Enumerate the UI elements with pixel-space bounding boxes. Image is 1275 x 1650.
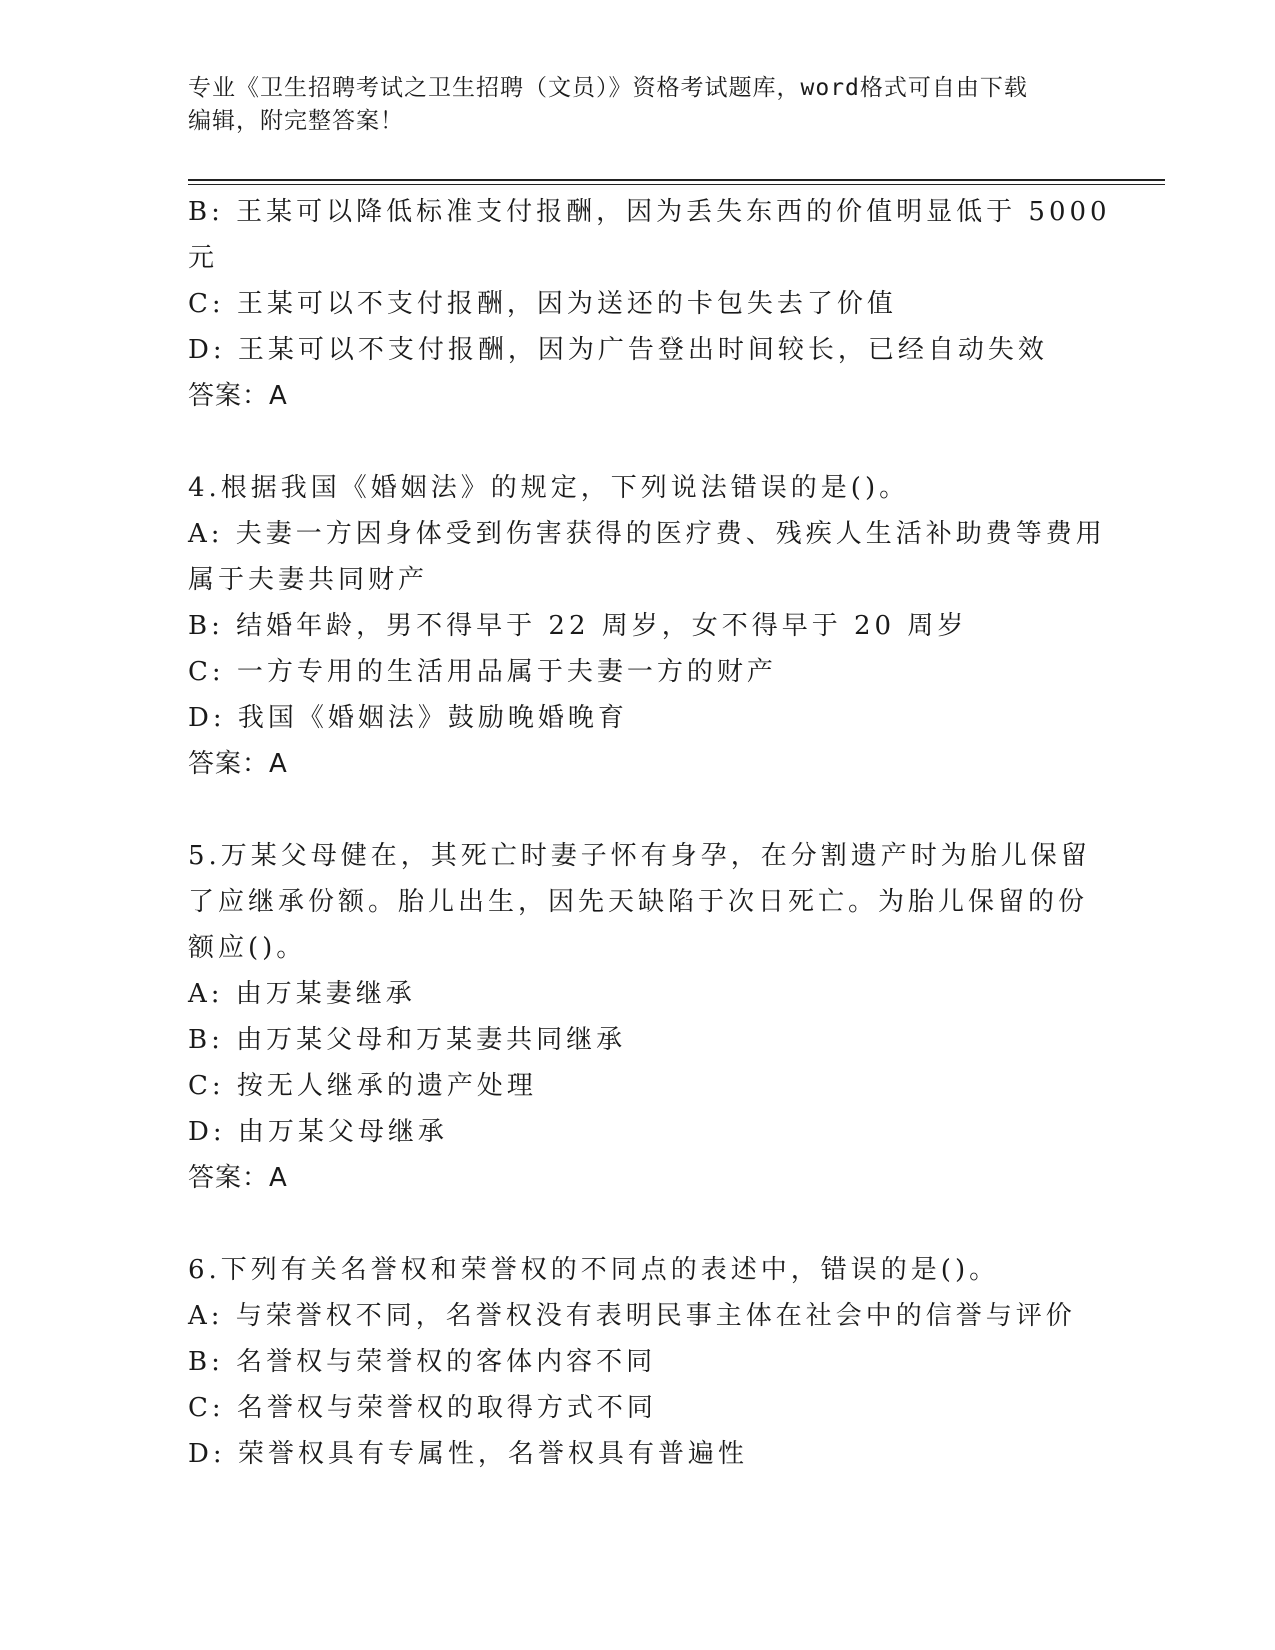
document-header: [188, 72, 1088, 138]
q6-option-a: A: 与荣誉权不同，名誉权没有表明民事主体在社会中的信誉与评价: [188, 1301, 1076, 1331]
q6-option-d: D: 荣誉权具有专属性，名誉权具有普遍性: [188, 1439, 748, 1469]
q5-option-c: C: 按无人继承的遗产处理: [188, 1071, 537, 1101]
q5-option-a: A: 由万某妻继承: [188, 979, 416, 1009]
question-list: [188, 189, 1111, 1477]
spacer: [188, 787, 1088, 833]
q5-answer: 答案：A: [188, 1163, 288, 1193]
q3-option-b-line-2: 元: [188, 243, 219, 273]
q5-stem-line-2: 了应继承份额。胎儿出生，因先天缺陷于次日死亡。为胎儿保留的份: [188, 887, 1089, 917]
q6-option-c: C: 名誉权与荣誉权的取得方式不同: [188, 1393, 657, 1423]
header-divider-thin: [188, 184, 1165, 185]
q3-answer: 答案：A: [188, 381, 288, 411]
header-line-1: 专业《卫生招聘考试之卫生招聘（文员）》资格考试题库，word格式可自由下载: [188, 75, 1028, 101]
q5-option-b: B: 由万某父母和万某妻共同继承: [188, 1025, 627, 1055]
q3-option-d: D: 王某可以不支付报酬，因为广告登出时间较长，已经自动失效: [188, 335, 1048, 365]
q6-option-b: B: 名誉权与荣誉权的客体内容不同: [188, 1347, 657, 1377]
q4-stem: 4.根据我国《婚姻法》的规定，下列说法错误的是()。: [188, 473, 910, 503]
q4-answer: 答案：A: [188, 749, 288, 779]
q3-option-c: C: 王某可以不支付报酬，因为送还的卡包失去了价值: [188, 289, 897, 319]
q4-option-c: C: 一方专用的生活用品属于夫妻一方的财产: [188, 657, 777, 687]
q3-option-b-line-1: B: 王某可以降低标准支付报酬，因为丢失东西的价值明显低于 5000: [188, 197, 1111, 227]
q4-option-a-line-2: 属于夫妻共同财产: [188, 565, 429, 595]
header-line-2: 编辑，附完整答案！: [188, 108, 404, 134]
spacer: [188, 1201, 1088, 1247]
q5-option-d: D: 由万某父母继承: [188, 1117, 448, 1147]
spacer: [188, 419, 1088, 465]
q4-option-b: B: 结婚年龄，男不得早于 22 周岁，女不得早于 20 周岁: [188, 611, 968, 641]
question-6: [188, 1247, 1088, 1477]
q6-stem: 6.下列有关名誉权和荣誉权的不同点的表述中，错误的是()。: [188, 1255, 1000, 1285]
header-divider-thick: [188, 179, 1165, 181]
question-5: [188, 833, 1091, 1201]
q4-option-d: D: 我国《婚姻法》鼓励晚婚晚育: [188, 703, 628, 733]
question-4: [188, 465, 1106, 787]
q4-option-a-line-1: A: 夫妻一方因身体受到伤害获得的医疗费、残疾人生活补助费等费用: [188, 519, 1106, 549]
q5-stem-line-1: 5.万某父母健在，其死亡时妻子怀有身孕，在分割遗产时为胎儿保留: [188, 841, 1091, 871]
question-3: [188, 189, 1111, 419]
q5-stem-line-3: 额应()。: [188, 933, 307, 963]
